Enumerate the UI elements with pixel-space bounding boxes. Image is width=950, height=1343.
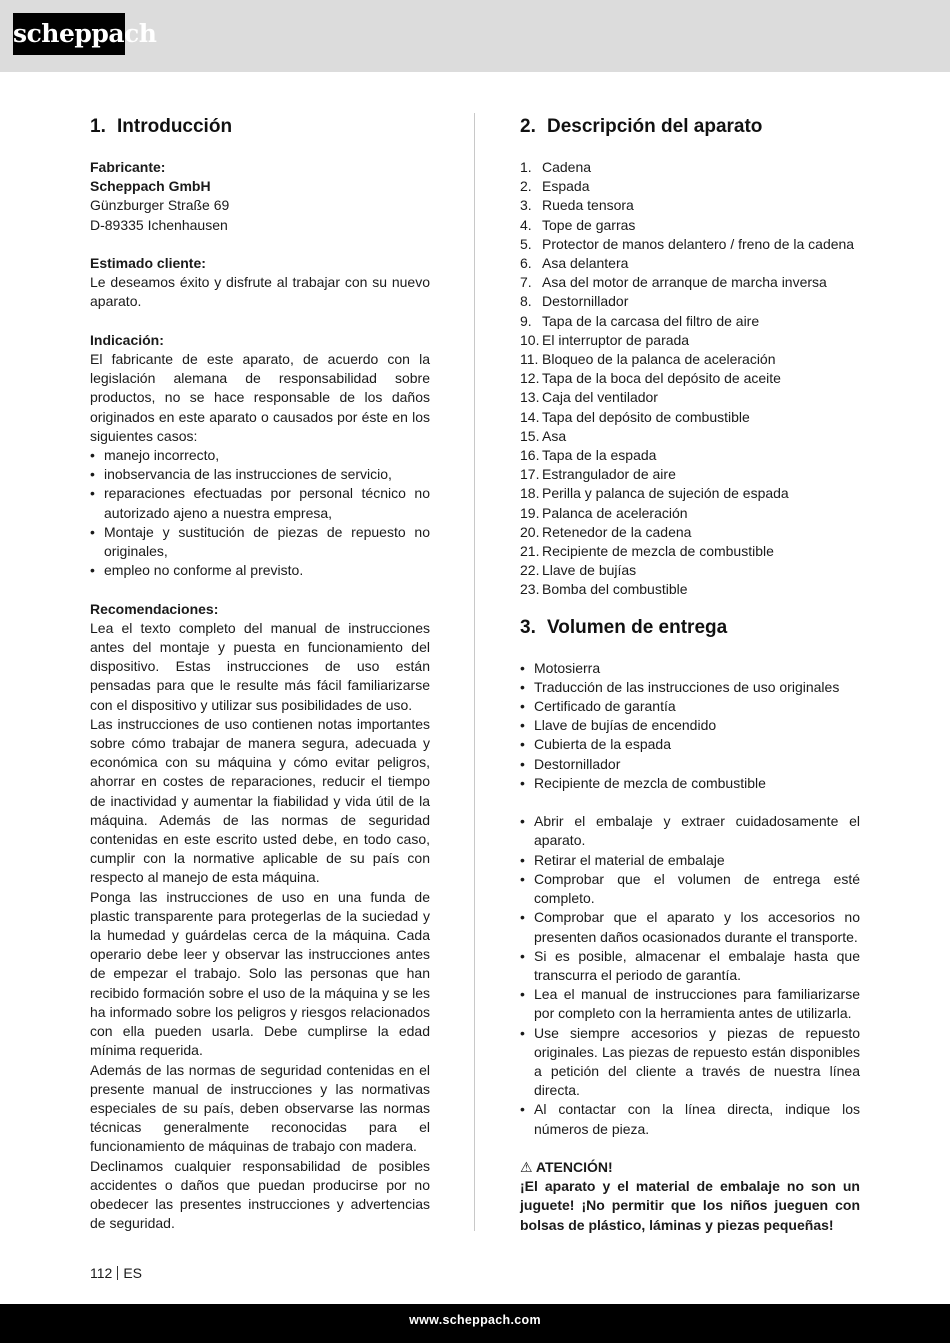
brand-logo: scheppach	[13, 13, 125, 55]
list-item: • Al contactar con la línea directa, indique los números de pieza.	[520, 1100, 860, 1138]
list-item: • Traducción de las instrucciones de uso originales	[520, 678, 860, 697]
description-item-number: 15.	[520, 427, 540, 444]
description-item-text: Destornillador	[542, 293, 629, 310]
list-item: • Certificado de garantía	[520, 697, 860, 716]
column-divider	[474, 113, 475, 1231]
customer-label: Estimado cliente:	[90, 255, 206, 271]
description-item-text: Asa	[542, 427, 567, 444]
page-language: ES	[123, 1265, 143, 1281]
description-item-number: 9.	[520, 312, 532, 329]
description-item	[520, 196, 860, 215]
description-item-number: 20.	[520, 523, 540, 540]
description-item-number: 5.	[520, 235, 532, 252]
warning-text: ¡El aparato y el material de embalaje no son un juguete! ¡No permitir que los niños jueguen con bolsas de plástico, láminas y piezas pequeñas!	[520, 1178, 860, 1233]
description-item	[520, 561, 860, 580]
list-item: • Si es posible, almacenar el embalaje hasta que transcurra el periodo de garantía.	[520, 947, 860, 985]
recommendation-paragraph: Declinamos cualquier responsabilidad de posibles accidentes o daños que puedan producirse por no obedecer las presentes instrucciones y advertencias de seguridad.	[90, 1157, 430, 1232]
description-item-number: 4.	[520, 216, 532, 233]
manufacturer-name: Scheppach GmbH	[90, 178, 211, 195]
description-item	[520, 446, 860, 465]
list-item: • Recipiente de mezcla de combustible	[520, 774, 860, 793]
list-item: • Llave de bujías de encendido	[520, 716, 860, 735]
list-item: • Montaje y sustitución de piezas de repuesto no originales,	[90, 523, 430, 561]
page-number-separator	[117, 1266, 118, 1280]
list-item: • Retirar el material de embalaje	[520, 851, 860, 870]
description-item-number: 2.	[520, 178, 532, 195]
warning-title: ⚠ ATENCIÓN!	[520, 1158, 613, 1175]
page-number	[90, 1265, 142, 1281]
description-item-text: Espada	[542, 178, 590, 195]
description-item-text: El interruptor de parada	[542, 331, 690, 348]
list-item: • Abrir el embalaje y extraer cuidadosamente el aparato.	[520, 812, 860, 850]
footer-url[interactable]: www.scheppach.com	[409, 1313, 541, 1327]
delivery-heading-number: 3.	[520, 616, 536, 638]
description-item-number: 18.	[520, 485, 540, 502]
description-item	[520, 331, 860, 350]
description-item-text: Bomba del combustible	[542, 581, 688, 598]
intro-heading-number: 1.	[90, 116, 106, 137]
description-item-number: 14.	[520, 408, 540, 425]
description-list	[520, 158, 860, 600]
description-item-text: Tapa de la carcasa del filtro de aire	[542, 312, 760, 329]
description-item-text: Asa del motor de arranque de marcha inversa	[542, 274, 827, 291]
recommendation-paragraph: Lea el texto completo del manual de instrucciones antes del montaje y puesta en funcionamiento del dispositivo. Estas instrucciones de uso están pensadas para que le resulte más fácil familiarizarse con el dispositivo y utilizar sus posibilidades de uso.	[90, 619, 430, 713]
description-item	[520, 504, 860, 523]
description-item-number: 19.	[520, 504, 540, 521]
note-text: El fabricante de este aparato, de acuerdo con la legislación alemana de responsabilidad sobre productos, no se hace responsable de los daños originados en este aparato o causados por éste en los siguientes casos:	[90, 351, 430, 444]
intro-heading-title: Introducción	[117, 116, 233, 137]
delivery-items-list	[520, 659, 860, 793]
description-item-text: Recipiente de mezcla de combustible	[542, 543, 774, 560]
recommendation-paragraph: Además de las normas de seguridad contenidas en el presente manual de instrucciones y las normativas especiales de su país, deben observarse las normas técnicas generalmente reconocidas para el funcionamiento de máquinas de trabajo con madera.	[90, 1061, 430, 1155]
description-item-number: 1.	[520, 159, 532, 175]
description-item-text: Protector de manos delantero / freno de la cadena	[542, 235, 855, 252]
description-item-number: 12.	[520, 370, 540, 387]
description-item	[520, 216, 860, 235]
description-item-text: Tapa de la boca del depósito de aceite	[542, 370, 781, 387]
description-item	[520, 484, 860, 503]
recommendation-paragraph: Ponga las instrucciones de uso en una funda de plastic transparente para protegerlas de la suciedad y la humedad y guárdelas cerca de la máquina. Cada operario debe leer y observar las instrucciones antes de empezar el trabajo. Solo las personas que han recibido formación sobre el uso de la máquina y se les ha informado sobre los peligros y riesgos relacionados con ella pueden usarla. Debe cumplirse la edad mínima requerida.	[90, 888, 430, 1059]
list-item: • Motosierra	[520, 659, 860, 678]
description-item-text: Tope de garras	[542, 216, 636, 233]
customer-text: Le deseamos éxito y disfrute al trabajar con su nuevo aparato.	[90, 274, 430, 310]
list-item: • Destornillador	[520, 755, 860, 774]
description-item	[520, 523, 860, 542]
description-item-text: Estrangulador de aire	[542, 466, 676, 483]
description-item-number: 17.	[520, 466, 540, 483]
description-item-number: 7.	[520, 274, 532, 291]
right-column	[520, 114, 860, 1235]
description-heading-number: 2.	[520, 116, 536, 137]
description-item-number: 16.	[520, 447, 540, 464]
description-item-text: Perilla y palanca de sujeción de espada	[542, 485, 789, 502]
description-item	[520, 388, 860, 407]
description-item	[520, 427, 860, 446]
description-item	[520, 465, 860, 484]
description-item-number: 22.	[520, 562, 540, 579]
description-item-number: 23.	[520, 581, 540, 598]
delivery-steps-list	[520, 812, 860, 1138]
manufacturer-street: Günzburger Straße 69	[90, 197, 230, 214]
description-item	[520, 580, 860, 599]
list-item: • inobservancia de las instrucciones de servicio,	[90, 465, 430, 484]
description-item-text: Llave de bujías	[542, 562, 637, 579]
description-item-number: 13.	[520, 389, 540, 406]
list-item: • empleo no conforme al previsto.	[90, 561, 430, 580]
left-column	[90, 114, 430, 1233]
description-item	[520, 158, 860, 177]
description-heading	[520, 114, 860, 140]
intro-heading	[90, 114, 430, 140]
description-item-number: 6.	[520, 255, 532, 272]
description-item	[520, 542, 860, 561]
manufacturer-label: Fabricante:	[90, 159, 166, 175]
description-item	[520, 369, 860, 388]
list-item: • Lea el manual de instrucciones para familiarizarse por completo con la herramienta antes de utilizarla.	[520, 985, 860, 1023]
description-item-text: Cadena	[542, 159, 592, 175]
description-item-text: Rueda tensora	[542, 197, 634, 214]
list-item: • manejo incorrecto,	[90, 446, 430, 465]
list-item: • Comprobar que el volumen de entrega esté completo.	[520, 870, 860, 908]
description-item	[520, 408, 860, 427]
description-item-number: 3.	[520, 197, 532, 214]
description-item-number: 11.	[520, 351, 539, 368]
description-item-text: Tapa de la espada	[542, 447, 657, 464]
description-item-text: Tapa del depósito de combustible	[542, 408, 750, 425]
description-item	[520, 254, 860, 273]
list-item: • reparaciones efectuadas por personal técnico no autorizado ajeno a nuestra empresa,	[90, 484, 430, 522]
description-item-number: 10.	[520, 331, 540, 348]
description-item-number: 8.	[520, 293, 532, 310]
page-number-value: 112	[90, 1265, 113, 1281]
note-label: Indicación:	[90, 331, 164, 348]
description-item	[520, 350, 860, 369]
note-list	[90, 446, 430, 580]
list-item: • Comprobar que el aparato y los accesorios no presenten daños ocasionados durante el transporte.	[520, 908, 860, 946]
manufacturer-city: D-89335 Ichenhausen	[90, 216, 228, 233]
description-item	[520, 235, 860, 254]
description-item	[520, 273, 860, 292]
list-item: • Cubierta de la espada	[520, 735, 860, 754]
recommendation-paragraph: Las instrucciones de uso contienen notas importantes sobre cómo trabajar de manera segura, adecuada y económica con su máquina y cómo evitar peligros, ahorrar en costes de reparaciones, reducir el tiempo de inactividad y aumentar la fiabilidad y vida útil de la máquina. Además de las normas de seguridad contenidas en este escrito usted debe, en todo caso, cumplir con la normative aplicable de su país con respecto al manejo de esta máquina.	[90, 715, 430, 886]
list-item: • Use siempre accesorios y piezas de repuesto originales. Las piezas de repuesto están disponibles a petición del cliente a través de nuestra línea directa.	[520, 1024, 860, 1101]
description-item-text: Palanca de aceleración	[542, 504, 688, 521]
delivery-heading	[520, 615, 860, 641]
description-item-text: Bloqueo de la palanca de aceleración	[542, 351, 776, 368]
description-item	[520, 177, 860, 196]
delivery-heading-title: Volumen de entrega	[547, 616, 728, 638]
description-heading-title: Descripción del aparato	[547, 116, 763, 137]
description-item-number: 21.	[520, 543, 540, 560]
description-item-text: Caja del ventilador	[542, 389, 658, 406]
description-item-text: Asa delantera	[542, 255, 629, 272]
description-item	[520, 292, 860, 311]
description-item-text: Retenedor de la cadena	[542, 523, 692, 540]
description-item	[520, 312, 860, 331]
recommendations-label: Recomendaciones:	[90, 600, 219, 617]
